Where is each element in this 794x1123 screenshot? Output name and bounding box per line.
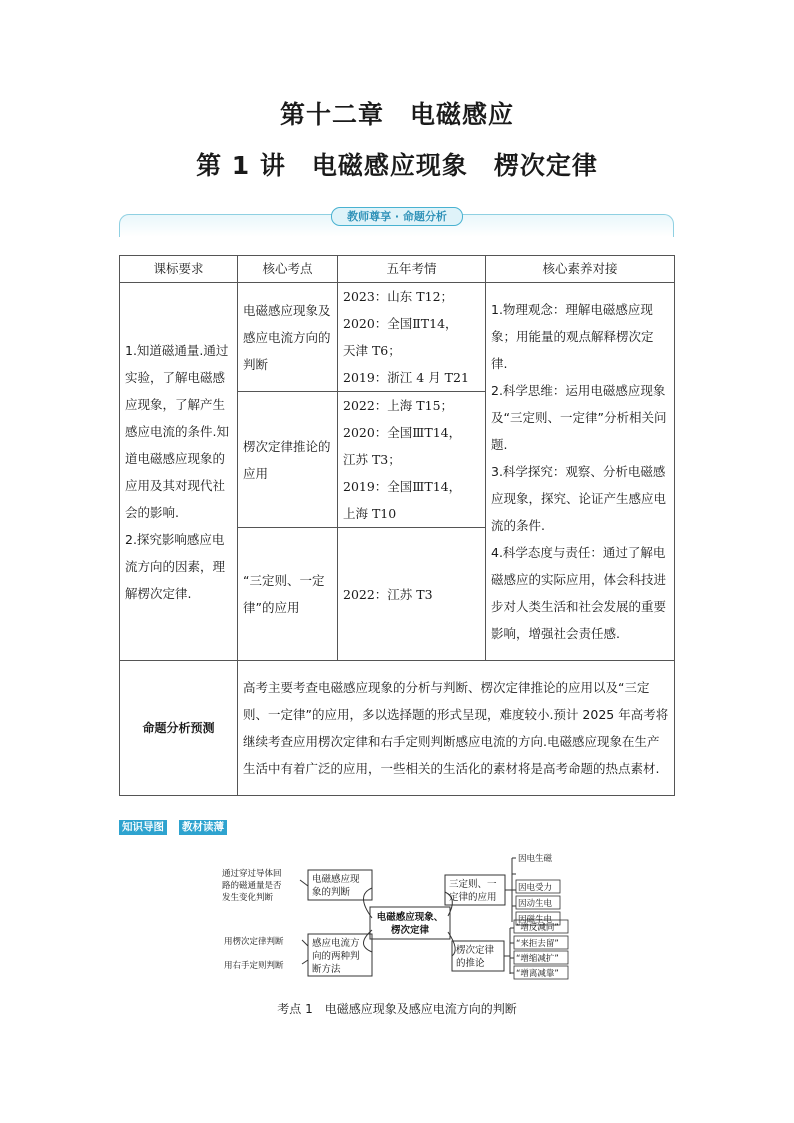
node-line: 感应电流方: [312, 938, 360, 949]
method-line: 用楞次定律判断: [224, 937, 284, 947]
note-line: 通过穿过导体回: [222, 869, 282, 879]
tag-textbook-reading: 教材读薄: [179, 820, 227, 835]
item-text: 因电生磁: [518, 854, 553, 864]
table-row: [120, 283, 675, 392]
topic-cell: 楞次定律推论的应用: [238, 392, 338, 528]
tag-knowledge-map: 知识导图: [119, 820, 167, 835]
standards-para-1: 1.知道磁通量.通过实验，了解电磁感应现象，了解产生感应电流的条件.知道电磁感应现象的应用及其对现代社会的影响.: [125, 342, 229, 520]
mindmap-left-top: [222, 868, 360, 903]
topic-cell: 电磁感应现象及感应电流方向的判断: [238, 283, 338, 392]
standards-para-2: 2.探究影响感应电流方向的因素，理解楞次定律.: [125, 531, 226, 601]
exam-line: 天津 T6；: [343, 343, 401, 358]
prediction-row: [120, 661, 675, 796]
chapter-title: 第十二章 电磁感应: [279, 100, 514, 129]
header-standards: 课标要求: [120, 256, 238, 283]
banner-label: 教师尊享 · 命题分析: [331, 207, 463, 226]
exam-line: 2020：全国ⅢT14，: [343, 425, 462, 440]
exam-cell: [338, 392, 486, 528]
topic-cell: “三定则、一定律”的应用: [238, 528, 338, 661]
node-line: 向的两种判: [312, 951, 360, 962]
analysis-table: [119, 255, 675, 796]
node-line: 的推论: [456, 958, 485, 969]
literacy-item: 3.科学探究：观察、分析电磁感应现象，探究、论证产生感应电流的条件.: [491, 464, 667, 533]
lesson-title: 第 1 讲 电磁感应现象 楞次定律: [196, 151, 598, 180]
node-line: 断方法: [312, 964, 341, 975]
literacy-item: 4.科学态度与责任：通过了解电磁感应的实际应用，体会科技进步对人类生活和社会发展的重要影响，增强社会责任感.: [491, 545, 667, 641]
mindmap-left-bottom: [224, 936, 360, 975]
exam-cell: [338, 528, 486, 661]
item-text: “来拒去留”: [516, 939, 559, 949]
literacy-item: 1.物理观念：理解电磁感应现象；用能量的观点解释楞次定律.: [491, 302, 654, 371]
prediction-label: 命题分析预测: [120, 661, 238, 796]
standards-cell: [120, 283, 238, 661]
knowledge-mindmap: [220, 850, 580, 982]
item-text: “增反减同”: [516, 923, 559, 933]
note-line: 路的磁通量是否: [222, 881, 282, 891]
exam-line: 上海 T10: [343, 506, 397, 521]
header-topics: 核心考点: [238, 256, 338, 283]
item-text: 因电受力: [518, 883, 553, 893]
table-header-row: [120, 256, 675, 283]
exam-line: 2019：浙江 4 月 T21: [343, 370, 469, 385]
literacy-cell: [486, 283, 675, 661]
node-line: 楞次定律: [456, 945, 495, 956]
node-line: 三定则、一: [449, 879, 497, 890]
exam-line: 江苏 T3；: [343, 452, 401, 467]
mindmap-right-top: [449, 853, 553, 925]
node-line: 定律的应用: [449, 892, 497, 903]
mindmap-right-bottom: [456, 922, 559, 979]
literacy-item: 2.科学思维：运用电磁感应现象及“三定则、一定律”分析相关问题.: [491, 383, 667, 452]
exam-line: 2019：全国ⅢT14，: [343, 479, 462, 494]
header-literacy: 核心素养对接: [486, 256, 675, 283]
section-caption: 考点 1 电磁感应现象及感应电流方向的判断: [277, 1002, 517, 1016]
header-exams: 五年考情: [338, 256, 486, 283]
exam-cell: [338, 283, 486, 392]
item-text: 因动生电: [518, 899, 553, 909]
item-text: “增离减靠”: [516, 969, 559, 979]
item-text: 因磁生电: [518, 915, 553, 925]
exam-line: 2022：江苏 T3: [343, 586, 433, 602]
exam-line: 2020：全国ⅡT14，: [343, 316, 458, 331]
prediction-text: 高考主要考查电磁感应现象的分析与判断、楞次定律推论的应用以及“三定则、一定律”的应用，多以选择题的形式呈现，难度较小.预计 2025 年高考将继续考查应用楞次定律和右手定则判断感应电流的方向.电磁感应现象在生产生活中有着广泛的应用，一些相关的生活化的素材将是高考命题的热点素材.: [238, 661, 675, 796]
note-line: 发生变化判断: [222, 893, 274, 903]
center-line: 电磁感应现象、: [376, 912, 444, 923]
node-line: 象的判断: [312, 887, 351, 898]
method-line: 用右手定则判断: [224, 961, 284, 971]
exam-line: 2023：山东 T12；: [343, 289, 454, 304]
node-line: 电磁感应现: [312, 874, 360, 885]
item-text: “增缩减扩”: [516, 954, 559, 964]
center-line: 楞次定律: [390, 925, 430, 936]
exam-line: 2022：上海 T15；: [343, 398, 454, 413]
